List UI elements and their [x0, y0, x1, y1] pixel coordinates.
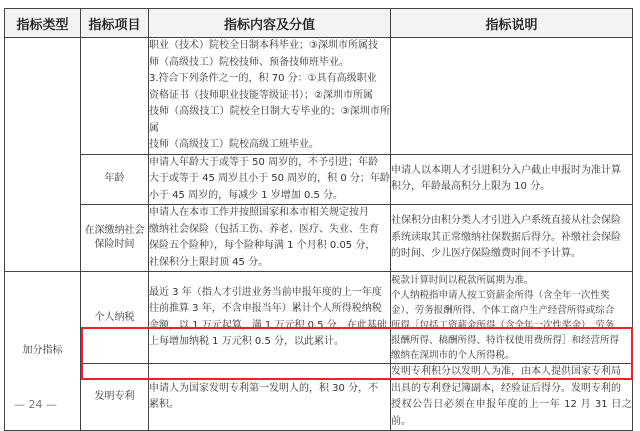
- content-line: 技师（高级技工）院校高级工班毕业。: [149, 139, 319, 150]
- content-line: 上每增加纳税 1 万元积 0.5 分，以此累计。: [149, 336, 344, 347]
- note-line: 系统读取其正常缴纳社保数据后得分。补缴社会保险: [391, 231, 621, 243]
- note-line: 授权公告日必须在申报年度的上一年 12 月 31 日之前。: [391, 399, 632, 427]
- content-cell: [149, 38, 391, 155]
- content-line: 职业（技术）院校全日制本科毕业；③深圳市所属技: [149, 40, 378, 51]
- content-line: 申请人在本市工作并按照国家和本市相关规定按月: [149, 207, 369, 218]
- note-cell: [391, 154, 633, 205]
- item-invention-patent: 发明专利: [81, 364, 149, 431]
- type-bonus-indicator: 加分指标: [5, 272, 81, 431]
- item-cell-continued: [81, 38, 149, 155]
- note-line: 的时间、少儿医疗保险缴费时间不予计算。: [391, 248, 581, 260]
- table-row: [5, 205, 633, 272]
- content-line: 缴纳社会保险（包括工伤、养老、医疗、失业、生育: [149, 223, 379, 235]
- page-number: — 24 —: [14, 398, 57, 411]
- note-line: 发明专利积分以发明人为准，由本人提供国家专利局: [391, 366, 621, 377]
- table-row: [5, 38, 633, 155]
- content-line: 大于或等于 45 周岁且小于 50 周岁的，积 0 分；年龄: [149, 173, 390, 184]
- note-cell: [391, 205, 633, 272]
- item-personal-tax: 个人纳税: [81, 272, 149, 364]
- content-line: 保险五个险种），每个险种每满 1 个月积 0.05 分，: [149, 240, 376, 251]
- table-row: [5, 154, 633, 205]
- note-line: 缴纳在深圳市的个人所得税。: [391, 349, 515, 361]
- header-indicator-type: 指标类型: [5, 9, 81, 38]
- content-line: 小于 45 周岁的，每减少 1 岁增加 0.5 分。: [149, 189, 344, 201]
- note-line: 申请人以本期人才引进积分入户截止申报时为准计算: [391, 164, 621, 176]
- type-cell-continued: [5, 38, 81, 272]
- header-indicator-content: 指标内容及分值: [149, 9, 391, 38]
- content-line: 累积。: [149, 399, 179, 410]
- item-social-insurance: 在深缴纳社会保险时间: [81, 205, 149, 272]
- note-line: 社保积分由积分类人才引进入户系统直接从社会保险: [391, 215, 621, 227]
- content-line: 往前推算 3 年，不含申报当年）累计个人所得税纳税: [149, 303, 382, 314]
- content-cell: [149, 154, 391, 205]
- note-line: 个人纳税指申请人按工资薪金所得（含全年一次性奖: [391, 289, 610, 301]
- note-cell-empty: [391, 38, 633, 155]
- content-line: 金额，以 1 万元起算，满 1 万元积 0.5 分，在此基础: [149, 319, 387, 331]
- content-line: 最近 3 年（指人才引进业务当前申报年度的上一年度: [149, 286, 382, 298]
- note-line: 所得［包括工资薪金所得（含全年一次性奖金）、劳务: [391, 319, 615, 331]
- content-line: 社保积分上限封顶 45 分。: [149, 256, 269, 268]
- note-line: 税款计算时间以税款所属期为准。: [391, 274, 534, 286]
- header-indicator-item: 指标项目: [81, 9, 149, 38]
- note-line: 报酬所得、稿酬所得、特许权使用费所得］和经营所得: [391, 334, 620, 346]
- note-line: 积分，年龄最高积分上限为 10 分。: [391, 181, 551, 193]
- content-line: 技师（高级技工）院校全日制大专毕业的；③深圳市所属: [149, 106, 390, 134]
- patent-row-highlight: [81, 327, 633, 380]
- note-line: 金）、劳务报酬所得、个体工商户生产经营所得或综合: [391, 304, 615, 316]
- content-line: 申请人为国家发明专利第一发明人的，积 30 分，不: [149, 382, 379, 394]
- table-header-row: [5, 9, 633, 38]
- note-line: 出具的专利登记簿副本，经验证后得分。发明专利的: [391, 382, 621, 394]
- header-indicator-note: 指标说明: [391, 9, 633, 38]
- content-line: 3.符合下列条件之一的，积 70 分：①具有高级职业: [149, 73, 377, 84]
- content-line: 师（高级技工）院校技师、预备技师班毕业。: [149, 56, 349, 68]
- content-line: 申请人年龄大于或等于 50 周岁的，不予引进；年龄: [149, 156, 379, 168]
- item-age: 年龄: [81, 154, 149, 205]
- content-cell: [149, 205, 391, 272]
- content-line: 资格证书（技师职业技能等级证书）；②深圳市所属: [149, 89, 373, 101]
